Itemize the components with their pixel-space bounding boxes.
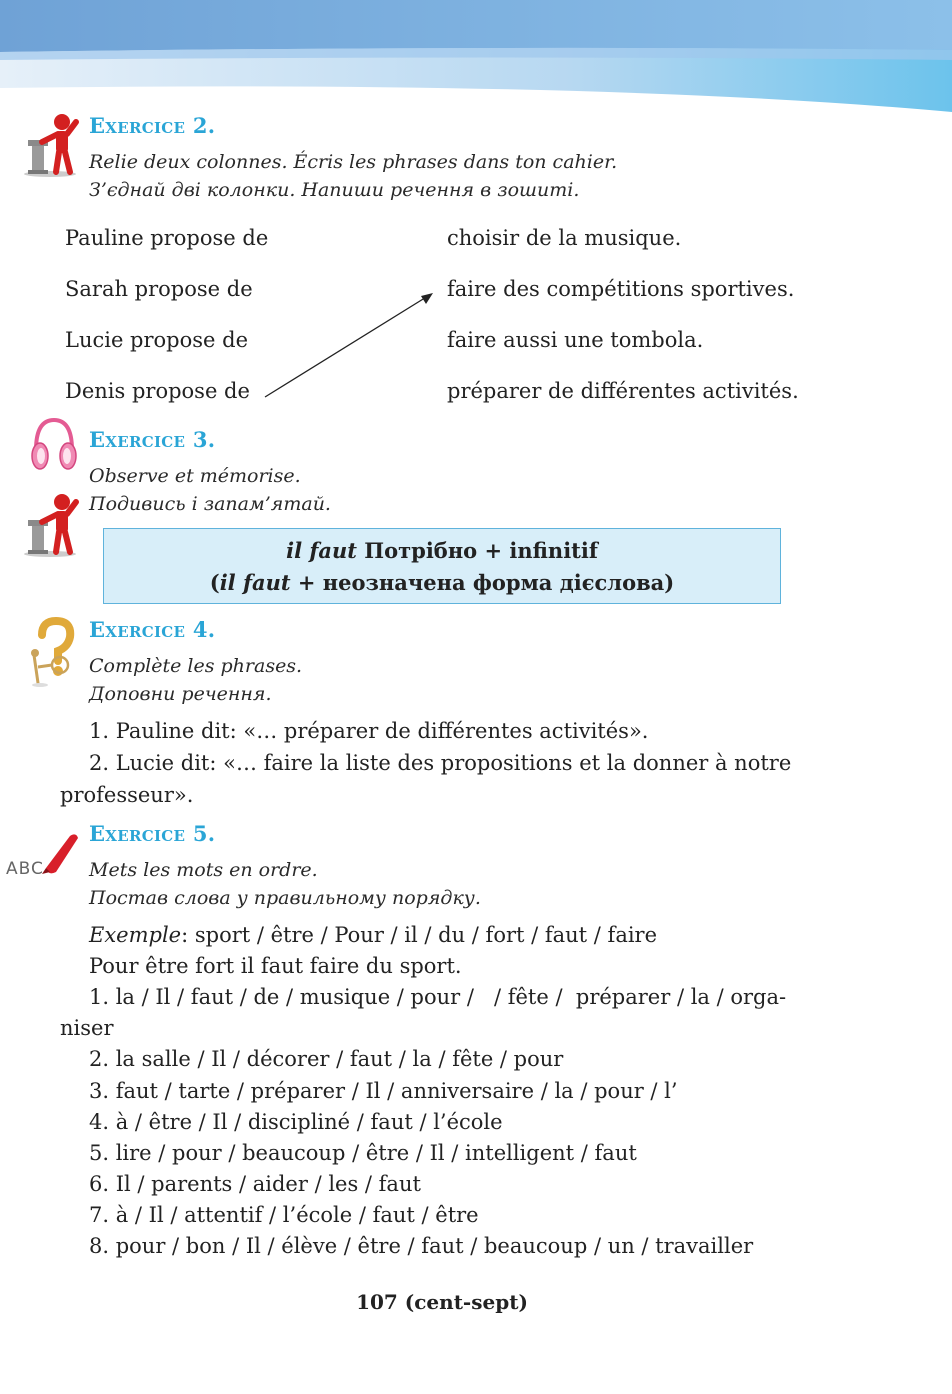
word-order-item: 2. la salle / Il / décorer / faut / la / fête / pour	[89, 1047, 564, 1071]
word-order-item: 3. faut / tarte / préparer / Il / anniversaire / la / pour / l’	[89, 1079, 678, 1103]
rule-line-1-rest: Потрібно + infinitif	[356, 538, 598, 563]
rule-il-faut: il faut	[219, 570, 291, 595]
right-column-item: faire aussi une tombola.	[447, 328, 704, 352]
page-number	[0, 1290, 884, 1314]
speaker-figure-icon	[20, 492, 82, 558]
exercise-2-instruction-fr: Relie deux colonnes. Écris les phrases dans ton cahier.	[89, 151, 618, 173]
right-column-item: choisir de la musique.	[447, 226, 682, 250]
grammar-rule-box	[103, 528, 781, 604]
exercise-5-title: Exercice 5.	[89, 821, 216, 846]
exercise-4-sentence-continued: professeur».	[60, 783, 194, 807]
exercise-5-instruction-uk: Постав слова у правильному порядку.	[89, 887, 481, 909]
question-mark-figure-icon	[24, 617, 80, 689]
exercise-5-instruction-fr: Mets les mots en ordre.	[89, 859, 318, 881]
exercise-3-instruction-fr: Observe et mémorise.	[89, 465, 301, 487]
exercise-4-instruction-uk: Доповни речення.	[89, 683, 272, 705]
word-order-item: 5. lire / pour / beaucoup / être / Il / intelligent / faut	[89, 1141, 637, 1165]
word-order-item: 6. Il / parents / aider / les / faut	[89, 1172, 421, 1196]
word-order-item: 1. la / Il / faut / de / musique / pour / / fête / préparer / la / orga-	[89, 985, 787, 1009]
headphones-icon	[30, 416, 78, 472]
right-column-item: faire des compétitions sportives.	[447, 277, 795, 301]
example-connector-arrow	[0, 0, 952, 420]
example-label: Exemple	[89, 923, 182, 947]
rule-line-2-rest: + неозначена форма дієслова)	[290, 570, 675, 595]
exercise-4-instruction-fr: Complète les phrases.	[89, 655, 303, 677]
word-order-item: 7. à / Il / attentif / l’école / faut / être	[89, 1203, 479, 1227]
exercise-4-title: Exercice 4.	[89, 617, 216, 642]
abc-icon-text: ABC	[6, 859, 44, 879]
rule-line-1	[104, 535, 780, 567]
example-words: : sport / être / Pour / il / du / fort / faut / faire	[181, 923, 658, 947]
page-number-word: (cent-sept)	[397, 1290, 528, 1314]
exercise-4-sentence: 1. Pauline dit: «… préparer de différentes activités».	[89, 719, 649, 743]
right-column-item: préparer de différentes activités.	[447, 379, 799, 403]
abc-pencil-icon	[4, 830, 84, 882]
rule-open-paren: (	[209, 570, 220, 595]
word-order-item-continued: niser	[60, 1016, 114, 1040]
exercise-3-title: Exercice 3.	[89, 427, 216, 452]
exercise-2-instruction-uk: З’єднай дві колонки. Напиши речення в зошиті.	[89, 179, 580, 201]
exercise-4-sentence: 2. Lucie dit: «… faire la liste des propositions et la donner à notre	[89, 751, 792, 775]
rule-line-2	[104, 567, 780, 599]
exercise-3-instruction-uk: Подивись і запам’ятай.	[89, 493, 331, 515]
rule-il-faut: il faut	[286, 538, 357, 563]
example-line	[89, 920, 657, 951]
left-column-item: Sarah propose de	[65, 277, 253, 301]
exercise-2-title: Exercice 2.	[89, 113, 216, 138]
page-number-value: 107	[356, 1290, 398, 1314]
example-answer: Pour être fort il faut faire du sport.	[89, 954, 462, 978]
left-column-item: Lucie propose de	[65, 328, 249, 352]
word-order-item: 4. à / être / Il / discipliné / faut / l’école	[89, 1110, 503, 1134]
word-order-item: 8. pour / bon / Il / élève / être / faut / beaucoup / un / travailler	[89, 1234, 754, 1258]
left-column-item: Pauline propose de	[65, 226, 269, 250]
left-column-item: Denis propose de	[65, 379, 250, 403]
